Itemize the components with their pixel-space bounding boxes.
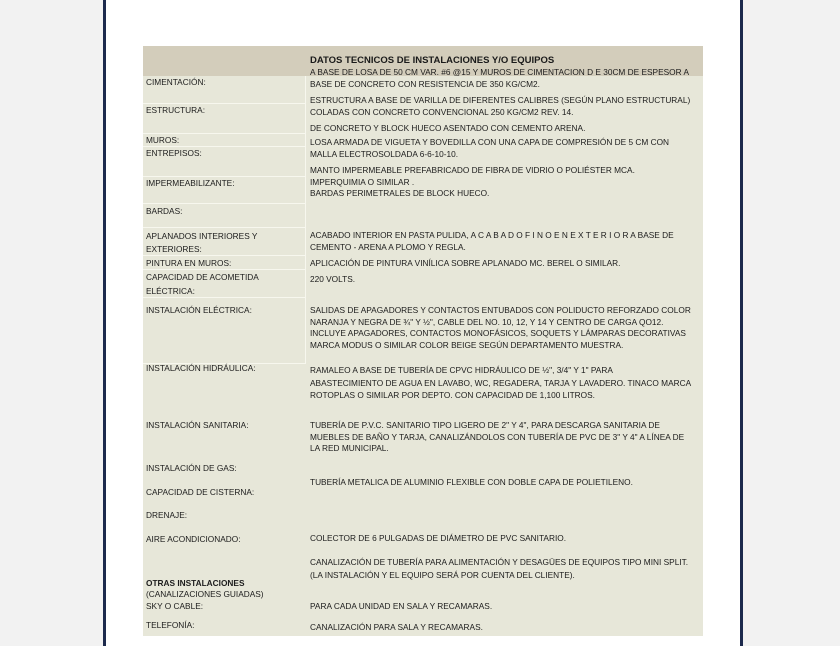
label-cisterna: CAPACIDAD DE CISTERNA: — [146, 487, 255, 497]
value-estructura: ESTRUCTURA A BASE DE VARILLA DE DIFERENTES CALIBRES (SEGÚN PLANO ESTRUCTURAL) COLADAS CON CONCRETO CONVENCIONAL 250 KG/CM2 REV. 14. — [310, 95, 691, 117]
label-impermeabilizante: IMPERMEABILIZANTE: — [146, 178, 235, 188]
label-acometida-2: ELÉCTRICA: — [146, 286, 195, 296]
value-bardas: BARDAS PERIMETRALES DE BLOCK HUECO. — [310, 188, 490, 198]
value-pintura: APLICACIÓN DE PINTURA VINÍLICA SOBRE APLANADO MC. BEREL O SIMILAR. — [310, 258, 621, 268]
label-bardas: BARDAS: — [146, 206, 183, 216]
label-aplanados-2: EXTERIORES: — [146, 244, 202, 254]
label-pintura: PINTURA EN MUROS: — [146, 258, 232, 268]
label-aire: AIRE ACONDICIONADO: — [146, 534, 241, 544]
label-muros: MUROS: — [146, 135, 180, 145]
label-gas: INSTALACIÓN DE GAS: — [146, 463, 237, 473]
label-telefonia: TELEFONÍA: — [146, 620, 195, 630]
value-impermeabilizante: MANTO IMPERMEABLE PREFABRICADO DE FIBRA DE VIDRIO O POLIÉSTER MCA. IMPERQUIMIA O SIMILAR . — [310, 165, 635, 187]
label-estructura: ESTRUCTURA: — [146, 105, 206, 115]
value-electrica: SALIDAS DE APAGADORES Y CONTACTOS ENTUBADOS CON POLIDUCTO REFORZADO COLOR NARANJA Y NEGRA DE ¾" Y ½", CABLE DEL NO. 10, 12, Y 14 Y CENTRO DE CARGA QO12. INCLUYE APAGADORES, CONTACTOS MONOFÁSICOS, SOQUETS Y LÁMPARAS DECORATIVAS MARCA MODUS O SIMILAR COLOR BEIGE SEGÚN DEPARTAMENTO MUESTRA. — [310, 305, 691, 350]
label-sky: SKY O CABLE: — [146, 601, 204, 611]
label-electrica: INSTALACIÓN ELÉCTRICA: — [146, 305, 252, 315]
value-muros: DE CONCRETO Y BLOCK HUECO ASENTADO CON CEMENTO ARENA. — [310, 123, 586, 133]
label-sanitaria: INSTALACIÓN SANITARIA: — [146, 420, 249, 430]
value-aplanados: ACABADO INTERIOR EN PASTA PULIDA, A C A B A D O F I N O E N E X T E R I O R A BASE DE CEMENTO - ARENA A PLOMO Y REGLA. — [310, 230, 674, 252]
value-sky: PARA CADA UNIDAD EN SALA Y RECAMARAS. — [310, 601, 493, 611]
document-title: DATOS TECNICOS DE INSTALACIONES Y/O EQUIPOS — [310, 55, 555, 66]
label-drenaje: DRENAJE: — [146, 510, 188, 520]
label-hidraulica: INSTALACIÓN HIDRÁULICA: — [146, 363, 256, 373]
value-gas: TUBERÍA METALICA DE ALUMINIO FLEXIBLE CON DOBLE CAPA DE POLIETILENO. — [310, 477, 633, 487]
label-otras-instalaciones: OTRAS INSTALACIONES — [146, 578, 245, 588]
value-telefonia: CANALIZACIÓN PARA SALA Y RECAMARAS. — [310, 622, 483, 632]
value-aire: CANALIZACIÓN DE TUBERÍA PARA ALIMENTACIÓN Y DESAGÜES DE EQUIPOS TIPO MINI SPLIT. (LA INSTALACIÓN Y EL EQUIPO SERÁ POR CUENTA DEL CLIENTE). — [310, 557, 689, 580]
value-sanitaria: TUBERÍA DE P.V.C. SANITARIO TIPO LIGERO DE 2" Y 4", PARA DESCARGA SANITARIA DE MUEBLES DE BAÑO Y TARJA, CANALIZÁNDOLOS CON TUBERÍA DE PVC DE 3" Y 4" A LÍNEA DE LA RED MUNICIPAL. — [310, 420, 685, 453]
label-otras-sub: (CANALIZACIONES GUIADAS) — [146, 589, 264, 599]
label-entrepisos: ENTREPISOS: — [146, 148, 202, 158]
label-acometida-1: CAPACIDAD DE ACOMETIDA — [146, 272, 259, 282]
value-entrepisos: LOSA ARMADA DE VIGUETA Y BOVEDILLA CON UNA CAPA DE COMPRESIÓN DE 5 CM CON MALLA ELECTROSOLDADA 6-6-10-10. — [310, 137, 670, 159]
value-drenaje: COLECTOR DE 6 PULGADAS DE DIÁMETRO DE PVC SANITARIO. — [310, 533, 567, 543]
value-cimentacion: A BASE DE LOSA DE 50 CM VAR. #6 @15 Y MUROS DE CIMENTACION D E 30CM DE ESPESOR A BASE DE CONCRETO CON RESISTENCIA DE 350 KG/CM2. — [310, 67, 689, 89]
value-acometida: 220 VOLTS. — [310, 274, 356, 284]
label-aplanados-1: APLANADOS INTERIORES Y — [146, 231, 258, 241]
label-cimentacion: CIMENTACIÓN: — [146, 77, 206, 87]
value-hidraulica: RAMALEO A BASE DE TUBERÍA DE CPVC HIDRÁULICO DE ½", 3/4" Y 1" PARA ABASTECIMIENTO DE AGUA EN LAVABO, WC, REGADERA, TARJA Y LAVADERO. TINACO MARCA ROTOPLAS O SIMILAR POR DEPTO. CON CAPACIDAD DE 1,100 LITROS. — [310, 365, 692, 400]
